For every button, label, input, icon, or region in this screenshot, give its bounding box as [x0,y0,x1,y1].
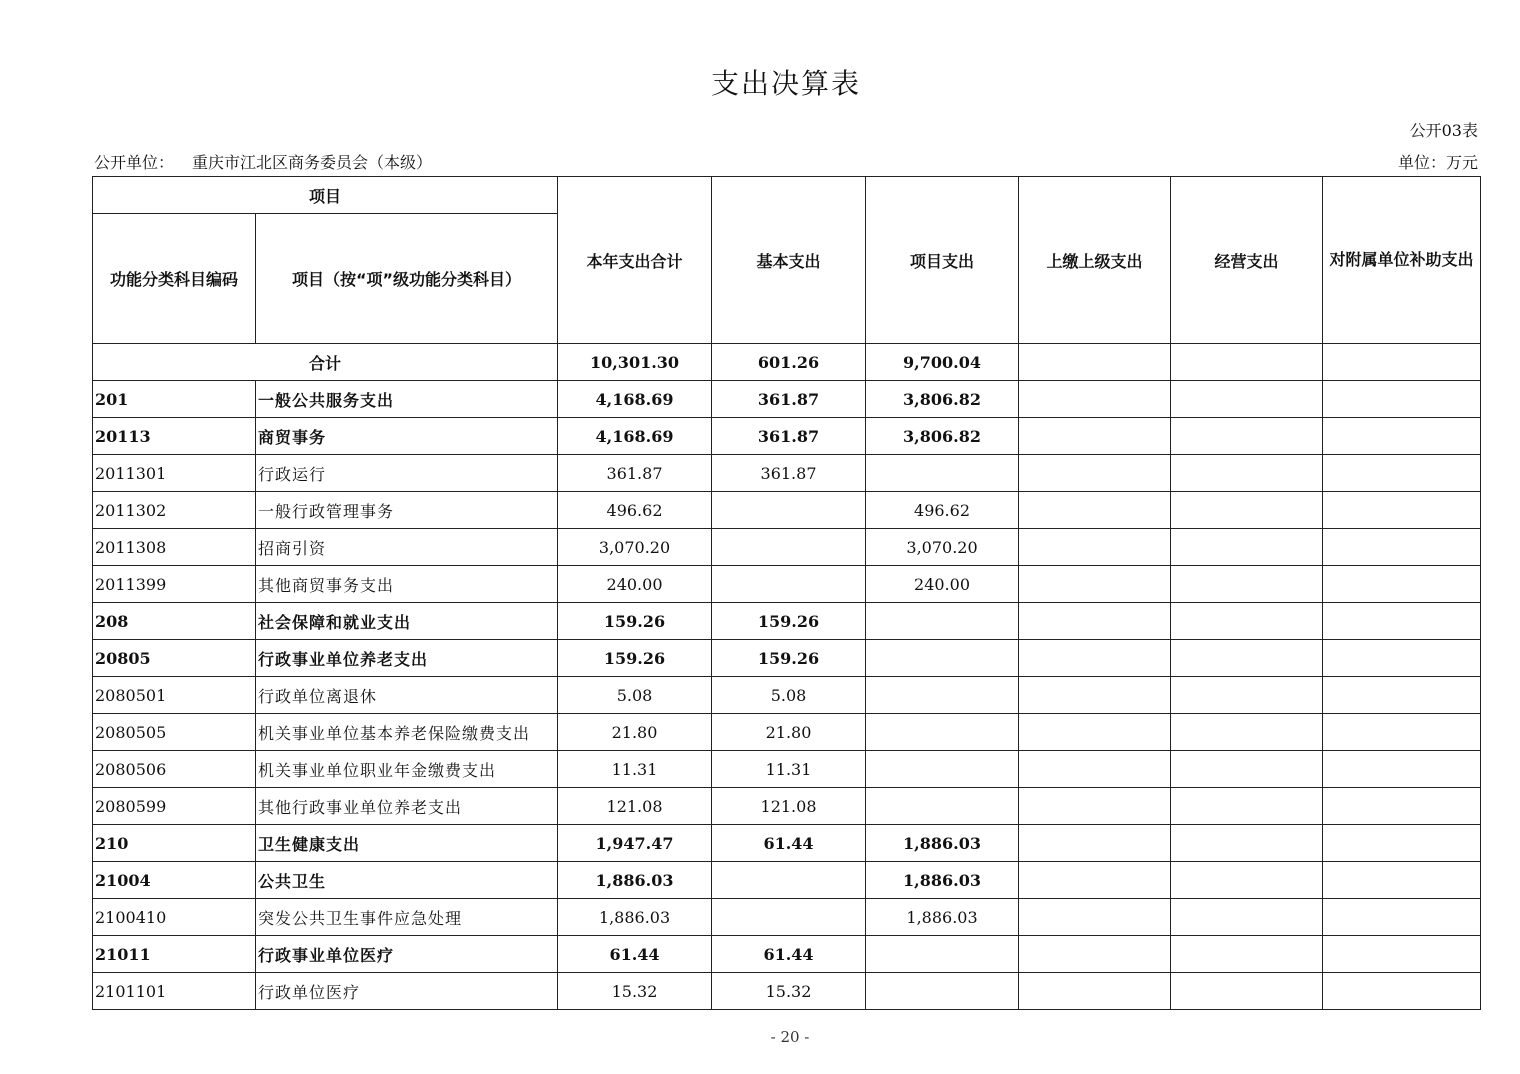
row-upper [1019,529,1171,566]
row-total: 159.26 [558,640,712,677]
row-total: 11.31 [558,751,712,788]
expenditure-table [92,176,1481,1010]
row-upper [1019,714,1171,751]
row-total: 21.80 [558,714,712,751]
header-upper: 上缴上级支出 [1019,177,1171,344]
row-project [866,936,1019,973]
total-label: 合计 [93,344,558,381]
row-business [1171,899,1323,936]
row-basic: 361.87 [712,418,866,455]
row-project: 1,886.03 [866,862,1019,899]
row-subsidy [1323,492,1481,529]
row-total: 1,947.47 [558,825,712,862]
row-total: 1,886.03 [558,862,712,899]
table-row [93,936,1481,973]
row-code: 201 [93,381,256,418]
row-basic: 61.44 [712,936,866,973]
row-business [1171,381,1323,418]
header-subsidy: 对附属单位补助支出 [1323,177,1481,344]
total-total: 10,301.30 [558,344,712,381]
row-upper [1019,677,1171,714]
row-basic [712,862,866,899]
row-name: 行政事业单位医疗 [256,936,558,973]
row-name: 卫生健康支出 [256,825,558,862]
row-total: 496.62 [558,492,712,529]
table-row [93,455,1481,492]
row-project [866,714,1019,751]
row-basic: 5.08 [712,677,866,714]
row-total: 5.08 [558,677,712,714]
table-row [93,899,1481,936]
table-row [93,973,1481,1010]
row-subsidy [1323,455,1481,492]
row-project: 3,070.20 [866,529,1019,566]
org-label: 公开单位： [94,153,175,172]
row-subsidy [1323,936,1481,973]
row-subsidy [1323,677,1481,714]
header-name: 项目（按“项”级功能分类科目） [256,214,558,344]
row-subsidy [1323,381,1481,418]
row-upper [1019,566,1171,603]
row-upper [1019,825,1171,862]
row-total: 240.00 [558,566,712,603]
row-basic [712,492,866,529]
row-code: 2011301 [93,455,256,492]
table-body [93,344,1481,1010]
row-business [1171,418,1323,455]
row-subsidy [1323,899,1481,936]
org-name: 重庆市江北区商务委员会（本级） [192,153,433,172]
row-subsidy [1323,788,1481,825]
row-code: 2080505 [93,714,256,751]
row-total: 159.26 [558,603,712,640]
row-total: 4,168.69 [558,418,712,455]
row-business [1171,825,1323,862]
table-row [93,714,1481,751]
row-upper [1019,640,1171,677]
row-total: 15.32 [558,973,712,1010]
row-subsidy [1323,529,1481,566]
page-title: 支出决算表 [710,67,861,100]
row-name: 招商引资 [256,529,558,566]
row-total: 4,168.69 [558,381,712,418]
total-business [1171,344,1323,381]
header-basic: 基本支出 [712,177,866,344]
table-row [93,640,1481,677]
row-basic: 121.08 [712,788,866,825]
row-name: 社会保障和就业支出 [256,603,558,640]
row-total: 1,886.03 [558,899,712,936]
row-project: 3,806.82 [866,418,1019,455]
row-business [1171,492,1323,529]
row-code: 2011399 [93,566,256,603]
row-code: 2100410 [93,899,256,936]
row-name: 行政单位离退休 [256,677,558,714]
row-business [1171,751,1323,788]
row-basic: 15.32 [712,973,866,1010]
row-subsidy [1323,640,1481,677]
row-project: 3,806.82 [866,381,1019,418]
row-basic [712,529,866,566]
header-total: 本年支出合计 [558,177,712,344]
row-name: 其他商贸事务支出 [256,566,558,603]
table-row [93,825,1481,862]
table-row [93,603,1481,640]
row-subsidy [1323,862,1481,899]
total-basic: 601.26 [712,344,866,381]
row-name: 机关事业单位基本养老保险缴费支出 [256,714,558,751]
row-basic: 159.26 [712,640,866,677]
row-name: 一般行政管理事务 [256,492,558,529]
table-row [93,751,1481,788]
table-row [93,381,1481,418]
row-code: 21011 [93,936,256,973]
row-subsidy [1323,714,1481,751]
row-subsidy [1323,825,1481,862]
table-row [93,492,1481,529]
row-name: 商贸事务 [256,418,558,455]
total-subsidy [1323,344,1481,381]
header-code: 功能分类科目编码 [93,214,256,344]
row-upper [1019,862,1171,899]
form-number: 公开03表 [1409,121,1478,140]
row-business [1171,788,1323,825]
row-code: 21004 [93,862,256,899]
row-project [866,640,1019,677]
row-basic: 61.44 [712,825,866,862]
row-project: 240.00 [866,566,1019,603]
row-business [1171,566,1323,603]
row-code: 210 [93,825,256,862]
row-code: 20113 [93,418,256,455]
row-name: 公共卫生 [256,862,558,899]
row-project [866,973,1019,1010]
row-basic [712,899,866,936]
row-basic [712,566,866,603]
row-name: 其他行政事业单位养老支出 [256,788,558,825]
row-project [866,788,1019,825]
row-project [866,751,1019,788]
row-code: 2080501 [93,677,256,714]
row-total: 361.87 [558,455,712,492]
row-code: 2101101 [93,973,256,1010]
row-project [866,455,1019,492]
row-code: 208 [93,603,256,640]
row-name: 行政运行 [256,455,558,492]
row-upper [1019,899,1171,936]
row-upper [1019,492,1171,529]
row-business [1171,973,1323,1010]
row-code: 20805 [93,640,256,677]
row-code: 2080506 [93,751,256,788]
table-row [93,566,1481,603]
row-business [1171,640,1323,677]
total-project: 9,700.04 [866,344,1019,381]
row-business [1171,455,1323,492]
row-upper [1019,788,1171,825]
row-upper [1019,455,1171,492]
row-upper [1019,418,1171,455]
row-subsidy [1323,418,1481,455]
table-row [93,677,1481,714]
row-code: 2011308 [93,529,256,566]
row-project: 1,886.03 [866,825,1019,862]
row-subsidy [1323,603,1481,640]
row-basic: 361.87 [712,381,866,418]
total-upper [1019,344,1171,381]
table-row [93,529,1481,566]
row-business [1171,603,1323,640]
org-info [94,150,432,173]
row-business [1171,714,1323,751]
table-row [93,788,1481,825]
header-item-group: 项目 [93,177,558,214]
row-project: 496.62 [866,492,1019,529]
row-upper [1019,603,1171,640]
header-business: 经营支出 [1171,177,1323,344]
row-subsidy [1323,566,1481,603]
header-project: 项目支出 [866,177,1019,344]
row-total: 61.44 [558,936,712,973]
row-name: 机关事业单位职业年金缴费支出 [256,751,558,788]
row-project [866,603,1019,640]
row-basic: 21.80 [712,714,866,751]
row-basic: 159.26 [712,603,866,640]
total-row [93,344,1481,381]
row-business [1171,936,1323,973]
row-basic: 11.31 [712,751,866,788]
row-business [1171,862,1323,899]
row-name: 行政事业单位养老支出 [256,640,558,677]
row-project: 1,886.03 [866,899,1019,936]
row-code: 2080599 [93,788,256,825]
unit-label: 单位：万元 [1397,153,1478,172]
row-subsidy [1323,751,1481,788]
row-business [1171,677,1323,714]
row-name: 行政单位医疗 [256,973,558,1010]
row-upper [1019,973,1171,1010]
row-total: 3,070.20 [558,529,712,566]
table-row [93,418,1481,455]
row-code: 2011302 [93,492,256,529]
row-upper [1019,751,1171,788]
row-project [866,677,1019,714]
row-business [1171,529,1323,566]
row-name: 突发公共卫生事件应急处理 [256,899,558,936]
row-upper [1019,936,1171,973]
unit-row [94,150,1478,172]
row-basic: 361.87 [712,455,866,492]
row-total: 121.08 [558,788,712,825]
row-upper [1019,381,1171,418]
table-row [93,862,1481,899]
page-number: - 20 - [770,1028,810,1046]
row-name: 一般公共服务支出 [256,381,558,418]
row-subsidy [1323,973,1481,1010]
